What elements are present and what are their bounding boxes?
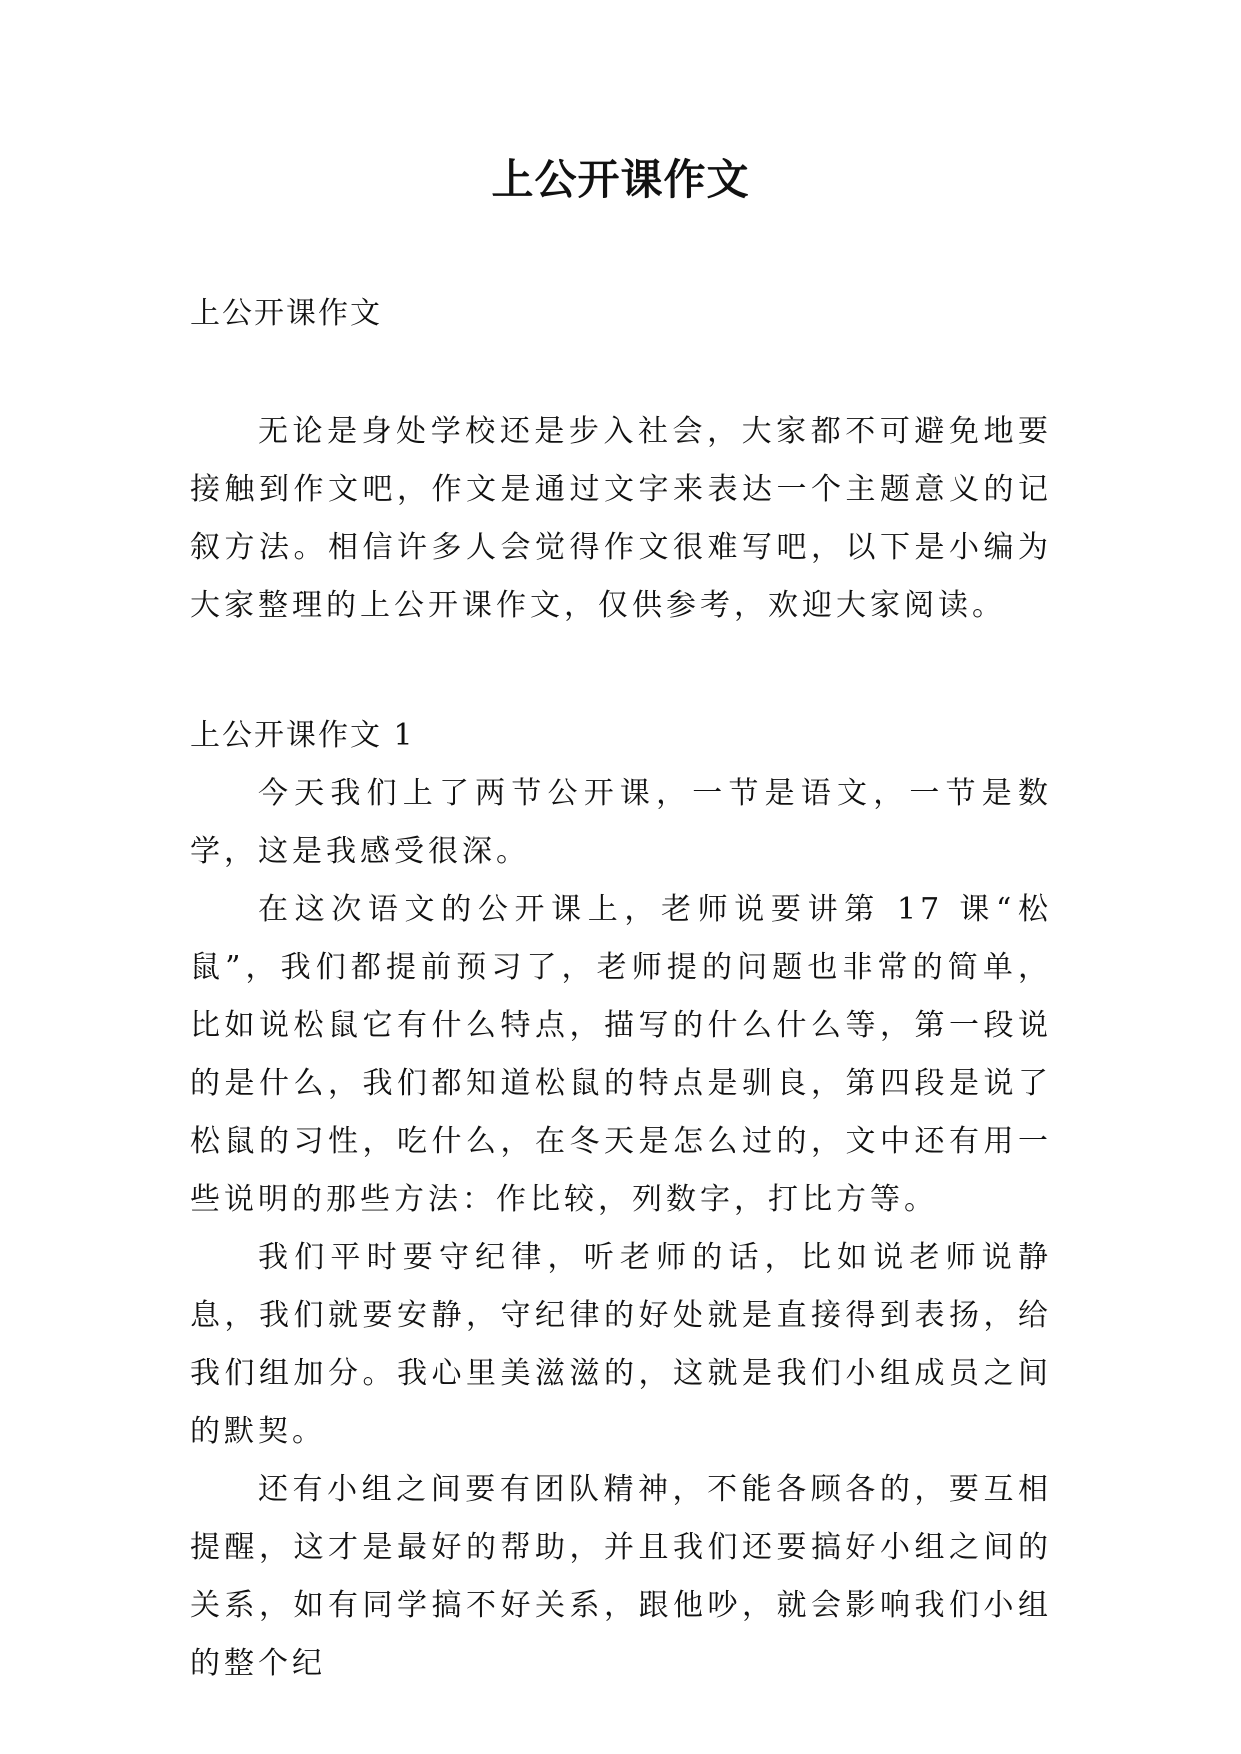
body-paragraph-3: 我们平时要守纪律，听老师的话，比如说老师说静息，我们就要安静，守纪律的好处就是直接得到表扬，给我们组加分。我心里美滋滋的，这就是我们小组成员之间的默契。 [190, 1240, 1052, 1449]
body-paragraph-1: 今天我们上了两节公开课，一节是语文，一节是数学，这是我感受很深。 [190, 776, 1052, 869]
body-paragraph-4: 还有小组之间要有团队精神，不能各顾各的，要互相提醒，这才是最好的帮助，并且我们还要搞好小组之间的关系，如有同学搞不好关系，跟他吵，就会影响我们小组的整个纪 [190, 1472, 1052, 1681]
document-body [190, 285, 1052, 1693]
document-subtitle: 上公开课作文 [190, 296, 382, 331]
document-title: 上公开课作文 [491, 155, 750, 204]
intro-paragraph: 无论是身处学校还是步入社会，大家都不可避免地要接触到作文吧，作文是通过文字来表达一个主题意义的记叙方法。相信许多人会觉得作文很难写吧，以下是小编为大家整理的上公开课作文，仅供参考，欢迎大家阅读。 [190, 414, 1052, 623]
body-paragraph-2: 在这次语文的公开课上，老师说要讲第 17 课“松鼠”，我们都提前预习了，老师提的问题也非常的简单，比如说松鼠它有什么特点，描写的什么什么等，第一段说的是什么，我们都知道松鼠的特点是驯良，第四段是说了松鼠的习性，吃什么，在冬天是怎么过的，文中还有用一些说明的那些方法：作比较，列数字，打比方等。 [190, 892, 1052, 1217]
section-title: 上公开课作文 1 [190, 718, 415, 753]
